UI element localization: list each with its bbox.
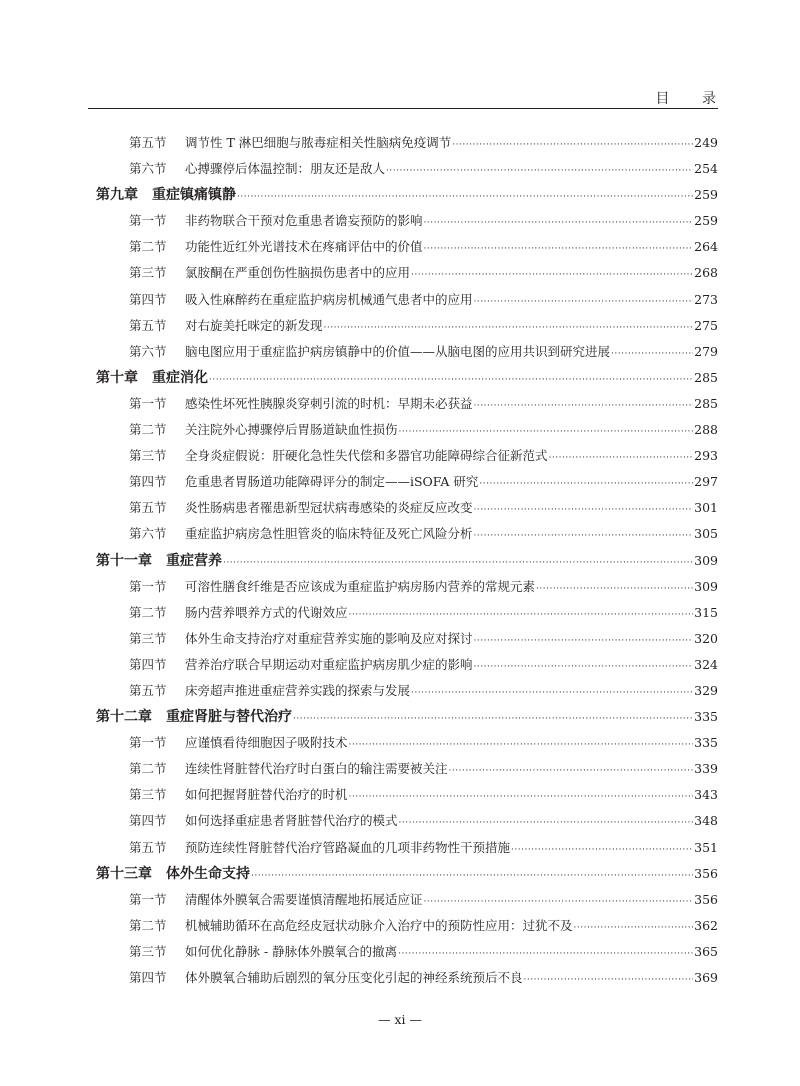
toc-entry-title: 重症监护病房急性胆管炎的临床特征及死亡风险分析 xyxy=(185,526,473,542)
toc-entry-page: 273 xyxy=(694,291,718,307)
toc-entry-label: 第二节 xyxy=(129,239,167,255)
toc-entry-title: 感染性坏死性胰腺炎穿刺引流的时机：早期未必获益 xyxy=(185,395,473,411)
toc-entry-page: 309 xyxy=(694,578,718,594)
toc-section-row xyxy=(96,939,718,965)
toc-section-row xyxy=(96,678,718,704)
header-title: 目 录 xyxy=(655,91,730,107)
toc-entry-label: 第十章 xyxy=(96,369,138,386)
toc-section-row xyxy=(96,156,718,182)
dot-leader xyxy=(349,784,694,810)
dot-leader xyxy=(349,602,694,628)
toc-entry-label: 第五节 xyxy=(129,839,167,855)
toc-entry-page: 329 xyxy=(694,682,718,698)
toc-entry-title: 危重患者胃肠道功能障碍评分的制定——iSOFA 研究 xyxy=(185,474,479,490)
dot-leader xyxy=(293,706,693,732)
toc-entry-title: 营养治疗联合早期运动对重症监护病房肌少症的影响 xyxy=(185,656,473,672)
toc-entry-label: 第五节 xyxy=(129,500,167,516)
dot-leader xyxy=(511,837,693,863)
toc-entry-page: 268 xyxy=(694,265,718,281)
toc-section-row xyxy=(96,626,718,652)
dot-leader xyxy=(223,550,693,576)
toc-entry-label: 第二节 xyxy=(129,604,167,620)
toc-entry-title: 如何把握肾脏替代治疗的时机 xyxy=(185,787,348,803)
toc-entry-label: 第一节 xyxy=(129,891,167,907)
toc-entry-page: 293 xyxy=(694,448,718,464)
toc-entry-label: 第一节 xyxy=(129,578,167,594)
toc-entry-page: 254 xyxy=(694,161,718,177)
toc-entry-label: 第四节 xyxy=(129,291,167,307)
toc-entry-title: 体外生命支持 xyxy=(166,865,250,882)
dot-leader xyxy=(424,210,694,236)
toc-entry-label: 第十一章 xyxy=(96,552,152,569)
toc-entry-label: 第六节 xyxy=(129,526,167,542)
toc-section-row xyxy=(96,469,718,495)
toc-section-row xyxy=(96,782,718,808)
toc-entry-label: 第四节 xyxy=(129,813,167,829)
toc-section-row xyxy=(96,391,718,417)
dot-leader xyxy=(474,523,694,549)
toc-section-row xyxy=(96,652,718,678)
toc-entry-title: 对右旋美托咪定的新发现 xyxy=(185,317,323,333)
dot-leader xyxy=(424,889,694,915)
dot-leader xyxy=(349,732,694,758)
page-header xyxy=(88,88,730,109)
toc-entry-label: 第六节 xyxy=(129,343,167,359)
toc-entry-page: 285 xyxy=(694,369,718,385)
dot-leader xyxy=(479,471,693,497)
toc-entry-page: 259 xyxy=(694,213,718,229)
toc-entry-title: 心搏骤停后体温控制：朋友还是敌人 xyxy=(185,161,386,177)
dot-leader xyxy=(237,184,693,210)
toc-entry-page: 279 xyxy=(694,343,718,359)
toc-entry-page: 365 xyxy=(694,943,718,959)
dot-leader xyxy=(399,419,694,445)
toc-entry-label: 第四节 xyxy=(129,656,167,672)
toc-entry-title: 可溶性膳食纤维是否应该成为重症监护病房肠内营养的常规元素 xyxy=(185,578,536,594)
toc-entry-label: 第一节 xyxy=(129,213,167,229)
dot-leader xyxy=(251,863,693,889)
toc-entry-page: 362 xyxy=(694,917,718,933)
toc-entry-title: 全身炎症假说：肝硬化急性失代偿和多器官功能障碍综合征新范式 xyxy=(185,448,548,464)
dot-leader xyxy=(449,758,694,784)
toc-entry-label: 第十二章 xyxy=(96,709,152,726)
toc-entry-title: 连续性肾脏替代治疗时白蛋白的输注需要被关注 xyxy=(185,761,448,777)
toc-entry-page: 297 xyxy=(694,474,718,490)
toc-entry-title: 清醒体外膜氧合需要谨慎清醒地拓展适应证 xyxy=(185,891,423,907)
dot-leader xyxy=(399,810,694,836)
toc-entry-title: 应谨慎看待细胞因子吸附技术 xyxy=(185,735,348,751)
dot-leader xyxy=(574,915,694,941)
toc-section-row xyxy=(96,913,718,939)
dot-leader xyxy=(474,497,694,523)
toc-entry-title: 机械辅助循环在高危经皮冠状动脉介入治疗中的预防性应用：过犹不及 xyxy=(185,917,573,933)
toc-entry-title: 预防连续性肾脏替代治疗管路凝血的几项非药物性干预措施 xyxy=(185,839,511,855)
toc-entry-label: 第四节 xyxy=(129,970,167,985)
toc-section-row xyxy=(96,887,718,913)
toc-entry-title: 肠内营养喂养方式的代谢效应 xyxy=(185,604,348,620)
toc-section-row xyxy=(96,208,718,234)
toc-entry-label: 第二节 xyxy=(129,761,167,777)
toc-entry-title: 吸入性麻醉药在重症监护病房机械通气患者中的应用 xyxy=(185,291,473,307)
toc-entry-label: 第三节 xyxy=(129,943,167,959)
toc-chapter-row xyxy=(96,182,718,208)
toc-section-row xyxy=(96,600,718,626)
dot-leader xyxy=(474,289,694,315)
toc-section-row xyxy=(96,313,718,339)
toc-entry-page: 324 xyxy=(694,656,718,672)
toc-entry-page: 309 xyxy=(694,552,718,568)
toc-entry-label: 第五节 xyxy=(129,317,167,333)
toc-entry-title: 氯胺酮在严重创伤性脑损伤患者中的应用 xyxy=(185,265,411,281)
toc-entry-title: 非药物联合干预对危重患者谵妄预防的影响 xyxy=(185,213,423,229)
toc-entry-page: 259 xyxy=(694,187,718,203)
toc-section-row xyxy=(96,730,718,756)
toc-entry-title: 如何选择重症患者肾脏替代治疗的模式 xyxy=(185,813,398,829)
toc-entry-page: 335 xyxy=(694,735,718,751)
toc-entry-page: 305 xyxy=(694,526,718,542)
toc-entry-label: 第九章 xyxy=(96,187,138,204)
toc-entry-page: 369 xyxy=(694,970,718,985)
toc-entry-label: 第三节 xyxy=(129,448,167,464)
toc-entry-page: 343 xyxy=(694,787,718,803)
dot-leader xyxy=(474,654,694,680)
toc-entry-page: 315 xyxy=(694,604,718,620)
dot-leader xyxy=(474,393,694,419)
toc-entry-label: 第二节 xyxy=(129,917,167,933)
toc-entry-label: 第三节 xyxy=(129,265,167,281)
toc-entry-page: 249 xyxy=(694,135,718,150)
toc-entry-page: 348 xyxy=(694,813,718,829)
toc-entry-page: 351 xyxy=(694,839,718,855)
toc-section-row xyxy=(96,965,718,991)
toc-section-row xyxy=(96,260,718,286)
toc-entry-page: 285 xyxy=(694,395,718,411)
toc-entry-title: 重症镇痛镇静 xyxy=(152,187,236,204)
toc-chapter-row xyxy=(96,365,718,391)
toc-section-row xyxy=(96,443,718,469)
dot-leader xyxy=(411,680,693,706)
toc-chapter-row xyxy=(96,861,718,887)
toc-chapter-row xyxy=(96,704,718,730)
toc-entry-page: 320 xyxy=(694,630,718,646)
toc-entry-label: 第六节 xyxy=(129,161,167,177)
toc-entry-title: 体外生命支持治疗对重症营养实施的影响及应对探讨 xyxy=(185,630,473,646)
toc-entry-page: 264 xyxy=(694,239,718,255)
toc-entry-page: 356 xyxy=(694,865,718,881)
toc-chapter-row xyxy=(96,548,718,574)
toc-entry-title: 炎性肠病患者罹患新型冠状病毒感染的炎症反应改变 xyxy=(185,500,473,516)
toc-section-row xyxy=(96,495,718,521)
toc-entry-label: 第十三章 xyxy=(96,865,152,882)
toc-section-row xyxy=(96,835,718,861)
dot-leader xyxy=(324,315,694,341)
toc-entry-title: 调节性 T 淋巴细胞与脓毒症相关性脑病免疫调节 xyxy=(185,135,452,150)
table-of-contents xyxy=(96,130,718,991)
dot-leader xyxy=(386,158,693,184)
toc-entry-title: 体外膜氧合辅助后剧烈的氧分压变化引起的神经系统预后不良 xyxy=(185,970,523,985)
toc-entry-label: 第一节 xyxy=(129,395,167,411)
dot-leader xyxy=(474,628,694,654)
toc-section-row xyxy=(96,756,718,782)
dot-leader xyxy=(209,367,693,393)
toc-entry-title: 重症消化 xyxy=(152,369,208,386)
toc-entry-title: 功能性近红外光谱技术在疼痛评估中的价值 xyxy=(185,239,423,255)
toc-section-row xyxy=(96,808,718,834)
toc-entry-title: 关注院外心搏骤停后胃肠道缺血性损伤 xyxy=(185,422,398,438)
toc-section-row xyxy=(96,417,718,443)
toc-entry-title: 重症肾脏与替代治疗 xyxy=(166,709,292,726)
toc-entry-title: 脑电图应用于重症监护病房镇静中的价值——从脑电图的应用共识到研究进展 xyxy=(185,343,611,359)
dot-leader xyxy=(536,576,693,602)
dot-leader xyxy=(611,341,693,367)
toc-entry-page: 356 xyxy=(694,891,718,907)
toc-entry-page: 275 xyxy=(694,317,718,333)
toc-entry-page: 335 xyxy=(694,709,718,725)
toc-entry-label: 第五节 xyxy=(129,682,167,698)
toc-entry-page: 288 xyxy=(694,422,718,438)
toc-section-row xyxy=(96,130,718,156)
toc-entry-label: 第四节 xyxy=(129,474,167,490)
dot-leader xyxy=(398,941,693,967)
dot-leader xyxy=(452,132,693,158)
toc-entry-page: 339 xyxy=(694,761,718,777)
toc-entry-page: 301 xyxy=(694,500,718,516)
dot-leader xyxy=(524,967,694,993)
toc-entry-label: 第三节 xyxy=(129,630,167,646)
toc-entry-label: 第一节 xyxy=(129,735,167,751)
toc-section-row xyxy=(96,521,718,547)
toc-section-row xyxy=(96,287,718,313)
toc-entry-title: 重症营养 xyxy=(166,552,222,569)
toc-section-row xyxy=(96,574,718,600)
toc-entry-title: 如何优化静脉 - 静脉体外膜氧合的撤离 xyxy=(185,943,398,959)
toc-entry-title: 床旁超声推进重症营养实践的探索与发展 xyxy=(185,682,411,698)
toc-entry-label: 第三节 xyxy=(129,787,167,803)
dot-leader xyxy=(411,262,693,288)
toc-entry-label: 第二节 xyxy=(129,422,167,438)
dot-leader xyxy=(424,236,694,262)
toc-section-row xyxy=(96,339,718,365)
page-number: — xi — xyxy=(378,1012,422,1027)
dot-leader xyxy=(549,445,694,471)
toc-section-row xyxy=(96,234,718,260)
toc-entry-label: 第五节 xyxy=(129,135,167,150)
